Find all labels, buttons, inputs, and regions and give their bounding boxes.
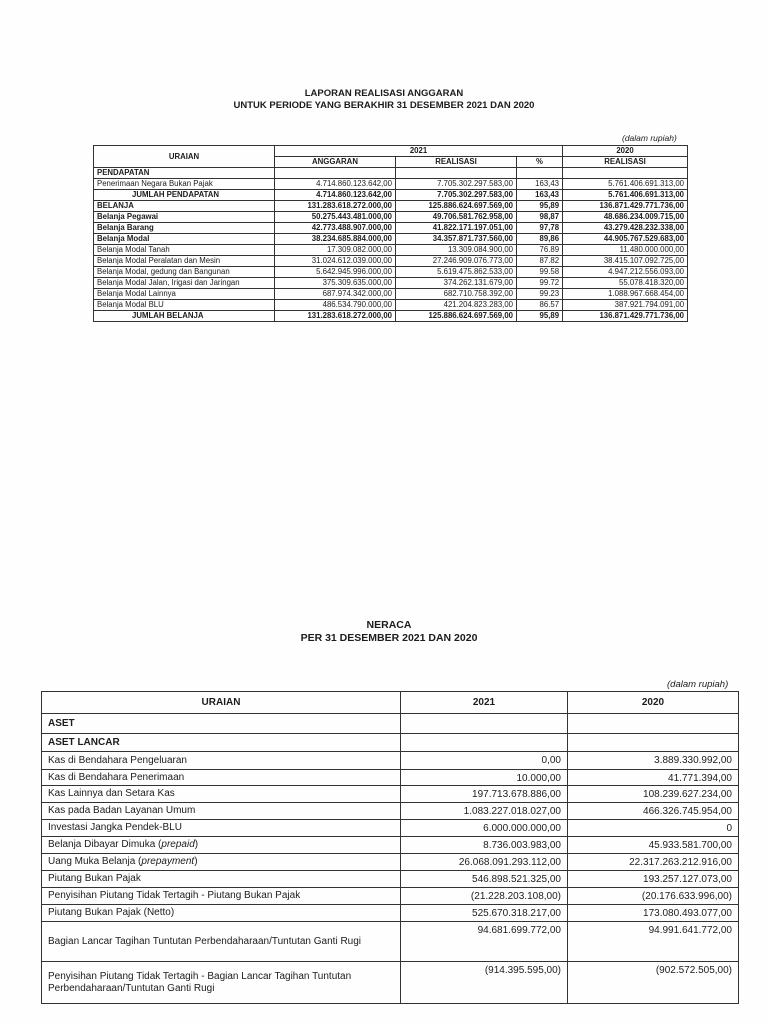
neraca-row <box>42 837 739 854</box>
lra-cell-realisasi-2020: 136.871.429.771.736,00 <box>563 201 688 212</box>
lra-cell-uraian: Belanja Modal BLU <box>94 300 275 311</box>
lra-header-row-1 <box>94 146 688 157</box>
lra-header-pct: % <box>517 157 563 168</box>
neraca-row <box>42 854 739 871</box>
lra-cell-realisasi: 421.204.823.283,00 <box>396 300 517 311</box>
neraca-cell-uraian: Penyisihan Piutang Tidak Tertagih - Piutang Bukan Pajak <box>42 888 401 905</box>
lra-cell-anggaran <box>275 168 396 179</box>
neraca-cell-uraian: Kas Lainnya dan Setara Kas <box>42 786 401 803</box>
neraca-row <box>42 888 739 905</box>
lra-row <box>94 289 688 300</box>
lra-cell-anggaran: 131.283.618.272.000,00 <box>275 201 396 212</box>
neraca-cell-2020: (20.176.633.996,00) <box>568 888 739 905</box>
lra-cell-uraian: Belanja Modal Peralatan dan Mesin <box>94 256 275 267</box>
lra-row <box>94 234 688 245</box>
neraca-cell-2021: 6.000.000.000,00 <box>401 820 568 837</box>
lra-row <box>94 201 688 212</box>
neraca-row <box>42 734 739 752</box>
neraca-cell-uraian: Kas di Bendahara Penerimaan <box>42 770 401 786</box>
lra-row <box>94 311 688 322</box>
neraca-cell-2021: 546.898.521.325,00 <box>401 871 568 888</box>
lra-cell-realisasi: 682.710.758.392,00 <box>396 289 517 300</box>
lra-cell-anggaran: 50.275.443.481.000,00 <box>275 212 396 223</box>
neraca-cell-2021: 8.736.003.983,00 <box>401 837 568 854</box>
lra-cell-anggaran: 38.234.685.884.000,00 <box>275 234 396 245</box>
neraca-cell-2021: 94.681.699.772,00 <box>401 922 568 962</box>
neraca-title-line-1: NERACA <box>366 619 412 631</box>
lra-cell-uraian: BELANJA <box>94 201 275 212</box>
lra-cell-realisasi-2020: 43.279.428.232.338,00 <box>563 223 688 234</box>
neraca-header-row <box>42 692 739 714</box>
lra-cell-realisasi: 7.705.302.297.583,00 <box>396 179 517 190</box>
lra-cell-uraian: Belanja Barang <box>94 223 275 234</box>
neraca-row <box>42 820 739 837</box>
neraca-row <box>42 770 739 786</box>
lra-cell-anggaran: 687.974.342.000,00 <box>275 289 396 300</box>
lra-cell-uraian: Belanja Modal <box>94 234 275 245</box>
lra-title-line-1: LAPORAN REALISASI ANGGARAN <box>304 88 464 99</box>
neraca-cell-2021: (21.228.203.108,00) <box>401 888 568 905</box>
lra-cell-realisasi-2020 <box>563 168 688 179</box>
lra-cell-pct: 86.57 <box>517 300 563 311</box>
lra-cell-anggaran: 4.714.860.123.642,00 <box>275 179 396 190</box>
neraca-cell-2020: 108.239.627.234,00 <box>568 786 739 803</box>
neraca-cell-2021: 10.000,00 <box>401 770 568 786</box>
lra-header-2020: 2020 <box>563 146 688 157</box>
lra-header-uraian: URAIAN <box>94 146 275 168</box>
lra-cell-pct <box>517 168 563 179</box>
lra-header-anggaran: ANGGARAN <box>275 157 396 168</box>
lra-cell-pct: 99.58 <box>517 267 563 278</box>
neraca-row <box>42 905 739 922</box>
lra-row <box>94 212 688 223</box>
lra-cell-uraian: Penerimaan Negara Bukan Pajak <box>94 179 275 190</box>
neraca-cell-uraian: ASET LANCAR <box>42 734 401 752</box>
lra-cell-realisasi: 125.886.624.697.569,00 <box>396 311 517 322</box>
neraca-cell-2021: 525.670.318.217,00 <box>401 905 568 922</box>
neraca-cell-2020: 193.257.127.073,00 <box>568 871 739 888</box>
lra-cell-anggaran: 42.773.488.907.000,00 <box>275 223 396 234</box>
lra-row <box>94 300 688 311</box>
lra-unit-note: (dalam rupiah) <box>622 133 677 143</box>
lra-cell-realisasi-2020: 387.921.794.091,00 <box>563 300 688 311</box>
lra-cell-pct: 89,86 <box>517 234 563 245</box>
neraca-cell-2021 <box>401 714 568 734</box>
lra-cell-realisasi: 41.822.171.197.051,00 <box>396 223 517 234</box>
lra-header-2021: 2021 <box>275 146 563 157</box>
lra-row <box>94 267 688 278</box>
neraca-cell-2021: 26.068.091.293.112,00 <box>401 854 568 871</box>
lra-cell-realisasi <box>396 168 517 179</box>
lra-cell-uraian: Belanja Modal Lainnya <box>94 289 275 300</box>
neraca-row <box>42 962 739 1004</box>
neraca-cell-uraian <box>42 837 401 854</box>
neraca-cell-2020: 94.991.641.772,00 <box>568 922 739 962</box>
neraca-cell-2020: 3.889.330.992,00 <box>568 752 739 770</box>
neraca-header-2021: 2021 <box>401 692 568 714</box>
neraca-cell-uraian: Kas pada Badan Layanan Umum <box>42 803 401 820</box>
neraca-label-italic: prepaid <box>161 839 195 850</box>
neraca-cell-2021: (914.395.595,00) <box>401 962 568 1004</box>
lra-cell-pct: 76.89 <box>517 245 563 256</box>
lra-cell-realisasi-2020: 38.415.107.092.725,00 <box>563 256 688 267</box>
lra-cell-realisasi: 5.619.475.862.533,00 <box>396 267 517 278</box>
neraca-label-text: Belanja Dibayar Dimuka ( <box>48 839 162 850</box>
neraca-label-italic: prepayment <box>141 856 195 867</box>
lra-row <box>94 179 688 190</box>
neraca-cell-uraian: Investasi Jangka Pendek-BLU <box>42 820 401 837</box>
lra-cell-uraian: JUMLAH PENDAPATAN <box>94 190 275 201</box>
neraca-cell-2020 <box>568 714 739 734</box>
lra-cell-pct: 95,89 <box>517 201 563 212</box>
lra-cell-pct: 97,78 <box>517 223 563 234</box>
lra-cell-realisasi: 13.309.084.900,00 <box>396 245 517 256</box>
neraca-row <box>42 922 739 962</box>
lra-cell-realisasi-2020: 44.905.767.529.683,00 <box>563 234 688 245</box>
neraca-cell-2020: 41.771.394,00 <box>568 770 739 786</box>
lra-title <box>0 88 768 112</box>
lra-cell-realisasi: 49.706.581.762.958,00 <box>396 212 517 223</box>
lra-cell-realisasi-2020: 55.078.418.320,00 <box>563 278 688 289</box>
neraca-cell-2021: 1.083.227.018.027,00 <box>401 803 568 820</box>
lra-header-realisasi: REALISASI <box>396 157 517 168</box>
lra-row <box>94 168 688 179</box>
lra-cell-realisasi: 374.262.131.679,00 <box>396 278 517 289</box>
neraca-cell-2020: 45.933.581.700,00 <box>568 837 739 854</box>
neraca-unit-note: (dalam rupiah) <box>667 679 729 690</box>
lra-row <box>94 245 688 256</box>
lra-cell-pct: 163,43 <box>517 190 563 201</box>
lra-cell-pct: 163,43 <box>517 179 563 190</box>
lra-cell-realisasi: 7.705.302.297.583,00 <box>396 190 517 201</box>
lra-cell-realisasi: 34.357.871.737.560,00 <box>396 234 517 245</box>
lra-row <box>94 190 688 201</box>
lra-cell-realisasi-2020: 48.686.234.009.715,00 <box>563 212 688 223</box>
lra-cell-anggaran: 17.309.082.000,00 <box>275 245 396 256</box>
neraca-title-line-2: PER 31 DESEMBER 2021 DAN 2020 <box>300 632 478 645</box>
neraca-header-uraian: URAIAN <box>42 692 401 714</box>
lra-table <box>93 145 688 322</box>
lra-cell-anggaran: 375.309.635.000,00 <box>275 278 396 289</box>
neraca-label-text: Uang Muka Belanja ( <box>48 856 142 867</box>
neraca-row <box>42 871 739 888</box>
neraca-header-2020: 2020 <box>568 692 739 714</box>
lra-row <box>94 223 688 234</box>
neraca-cell-2020: 0 <box>568 820 739 837</box>
neraca-cell-uraian: Piutang Bukan Pajak (Netto) <box>42 905 401 922</box>
lra-row <box>94 256 688 267</box>
neraca-cell-uraian <box>42 854 401 871</box>
lra-cell-anggaran: 131.283.618.272.000,00 <box>275 311 396 322</box>
lra-cell-uraian: JUMLAH BELANJA <box>94 311 275 322</box>
lra-cell-realisasi-2020: 1.088.967.668.454,00 <box>563 289 688 300</box>
lra-cell-realisasi-2020: 5.761.406.691.313,00 <box>563 190 688 201</box>
lra-cell-pct: 95,89 <box>517 311 563 322</box>
neraca-table <box>41 691 739 1004</box>
neraca-cell-2020: 22.317.263.212.916,00 <box>568 854 739 871</box>
neraca-cell-2021 <box>401 734 568 752</box>
neraca-row <box>42 803 739 820</box>
neraca-cell-uraian: Piutang Bukan Pajak <box>42 871 401 888</box>
neraca-cell-2020: 173.080.493.077,00 <box>568 905 739 922</box>
neraca-cell-uraian: Kas di Bendahara Pengeluaran <box>42 752 401 770</box>
neraca-title <box>0 619 768 645</box>
lra-header-realisasi-2020: REALISASI <box>563 157 688 168</box>
neraca-row <box>42 786 739 803</box>
neraca-cell-uraian: ASET <box>42 714 401 734</box>
lra-cell-uraian: Belanja Modal Jalan, Irigasi dan Jaringan <box>94 278 275 289</box>
lra-cell-anggaran: 486.534.790.000,00 <box>275 300 396 311</box>
lra-cell-uraian: Belanja Modal Tanah <box>94 245 275 256</box>
neraca-cell-2020: (902.572.505,00) <box>568 962 739 1004</box>
neraca-cell-2021: 197.713.678.886,00 <box>401 786 568 803</box>
lra-row <box>94 278 688 289</box>
neraca-row <box>42 752 739 770</box>
lra-title-line-2: UNTUK PERIODE YANG BERAKHIR 31 DESEMBER 2021 DAN 2020 <box>233 99 535 111</box>
lra-cell-pct: 87.82 <box>517 256 563 267</box>
neraca-row <box>42 714 739 734</box>
neraca-cell-uraian: Bagian Lancar Tagihan Tuntutan Perbendaharaan/Tuntutan Ganti Rugi <box>42 922 401 962</box>
lra-cell-uraian: Belanja Modal, gedung dan Bangunan <box>94 267 275 278</box>
lra-cell-realisasi: 27.246.909.076.773,00 <box>396 256 517 267</box>
lra-cell-uraian: PENDAPATAN <box>94 168 275 179</box>
neraca-cell-2020 <box>568 734 739 752</box>
lra-cell-anggaran: 31.024.612.039.000,00 <box>275 256 396 267</box>
neraca-label-tail: ) <box>194 856 198 867</box>
lra-cell-realisasi-2020: 11.480.000.000,00 <box>563 245 688 256</box>
lra-cell-realisasi-2020: 5.761.406.691.313,00 <box>563 179 688 190</box>
neraca-cell-2021: 0,00 <box>401 752 568 770</box>
lra-cell-realisasi-2020: 4.947.212.556.093,00 <box>563 267 688 278</box>
lra-cell-pct: 98,87 <box>517 212 563 223</box>
neraca-label-tail: ) <box>194 839 199 850</box>
lra-cell-pct: 99.23 <box>517 289 563 300</box>
lra-cell-pct: 99.72 <box>517 278 563 289</box>
lra-cell-anggaran: 4.714.860.123.642,00 <box>275 190 396 201</box>
lra-cell-uraian: Belanja Pegawai <box>94 212 275 223</box>
lra-cell-realisasi: 125.886.624.697.569,00 <box>396 201 517 212</box>
lra-cell-realisasi-2020: 136.871.429.771.736,00 <box>563 311 688 322</box>
neraca-cell-2020: 466.326.745.954,00 <box>568 803 739 820</box>
neraca-cell-uraian: Penyisihan Piutang Tidak Tertagih - Bagian Lancar Tagihan Tuntutan Perbendaharaan/Tuntutan Ganti Rugi <box>42 962 401 1004</box>
lra-cell-anggaran: 5.642.945.996.000,00 <box>275 267 396 278</box>
